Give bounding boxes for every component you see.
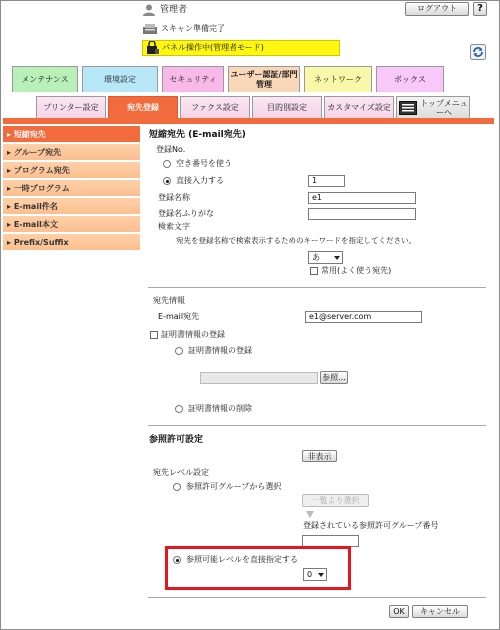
kana-input[interactable] <box>308 208 416 220</box>
tab-customize-settings[interactable]: カスタマイズ設定 <box>324 96 394 118</box>
tab-underline <box>3 118 494 124</box>
sidebar-item-label: 短縮宛先 <box>13 130 46 139</box>
tab-network[interactable]: ネットワーク <box>304 66 372 92</box>
search-description: 宛先を登録名称で検索表示するためのキーワードを指定してください。 <box>176 236 416 245</box>
arrow-down-icon <box>306 511 314 519</box>
tab-box[interactable]: ボックス <box>376 66 444 92</box>
sidebar-item-label: グループ宛先 <box>13 148 62 157</box>
sidebar-item-label: E-mail本文 <box>13 220 58 229</box>
level-select[interactable] <box>303 568 327 581</box>
tab-fax-settings[interactable]: ファクス設定 <box>180 96 250 118</box>
sidebar-item-label: E-mail件名 <box>13 202 58 211</box>
cert-reg-checkbox[interactable] <box>150 331 158 339</box>
tab-user-auth[interactable]: ユーザー認証/部門管理 <box>228 66 300 92</box>
tab-maintenance[interactable]: メンテナンス <box>12 66 78 92</box>
tab-purpose-settings[interactable]: 目的別設定 <box>252 96 322 118</box>
radio-group-select-label: 参照許可グループから選択 <box>186 482 282 491</box>
frequent-label: 常用(よく使う宛先) <box>321 266 392 275</box>
tab-environment[interactable]: 環境設定 <box>82 66 158 92</box>
sidebar-item-short-dial[interactable]: ▸ 短縮宛先 <box>3 126 140 143</box>
browse-button[interactable]: 参照... <box>320 371 348 384</box>
scan-status: スキャン準備完了 <box>161 24 225 33</box>
sidebar-item-temp-program[interactable]: ▸ 一時プログラム <box>3 180 140 197</box>
radio-level-direct[interactable] <box>173 556 181 564</box>
radio-group-select[interactable] <box>173 483 181 491</box>
panel-lock-icon <box>146 41 160 55</box>
tab-address-registration[interactable]: 宛先登録 <box>108 96 178 118</box>
sidebar-item-email-subject[interactable]: ▸ E-mail件名 <box>3 198 140 215</box>
radio-empty-number-label: 空き番号を使う <box>176 159 232 168</box>
dest-level-label: 宛先レベル設定 <box>153 468 209 477</box>
cancel-button[interactable]: キャンセル <box>412 605 468 618</box>
divider <box>148 425 486 426</box>
search-label: 検索文字 <box>158 222 190 231</box>
form-title: 短縮宛先 (E-mail宛先) <box>149 130 246 140</box>
divider <box>148 597 486 598</box>
sidebar-item-email-body[interactable]: ▸ E-mail本文 <box>3 216 140 233</box>
level-value: 0 <box>307 570 313 579</box>
ok-button[interactable]: OK <box>389 605 409 618</box>
search-char-select[interactable] <box>308 251 343 264</box>
cert-file-input[interactable] <box>200 372 318 384</box>
reg-no-input[interactable]: 1 <box>308 175 345 187</box>
divider <box>148 287 486 288</box>
radio-direct-input[interactable] <box>163 177 171 185</box>
radio-cert-register-label: 証明書情報の登録 <box>188 346 252 355</box>
sidebar-item-group[interactable]: ▸ グループ宛先 <box>3 144 140 161</box>
sidebar-item-label: 一時プログラム <box>13 184 70 193</box>
radio-level-direct-label: 参照可能レベルを直接指定する <box>186 555 298 564</box>
radio-direct-input-label: 直接入力する <box>176 176 224 185</box>
sidebar-item-program[interactable]: ▸ プログラム宛先 <box>3 162 140 179</box>
sidebar-item-label: Prefix/Suffix <box>13 238 69 247</box>
tab-security[interactable]: セキュリティ <box>162 66 224 92</box>
user-name: 管理者 <box>160 5 188 15</box>
radio-cert-delete[interactable] <box>175 405 183 413</box>
radio-empty-number[interactable] <box>163 160 171 168</box>
scanner-icon <box>142 23 158 35</box>
top-menu-label: トップメニューへ <box>420 98 468 117</box>
reg-no-label: 登録No. <box>156 145 186 154</box>
kana-label: 登録名ふりがな <box>158 209 214 218</box>
frequent-checkbox[interactable] <box>310 267 318 275</box>
list-select-button[interactable]: 一覧より選択 <box>302 494 369 507</box>
email-label: E-mail宛先 <box>158 312 200 321</box>
sidebar-item-label: プログラム宛先 <box>13 166 70 175</box>
radio-cert-delete-label: 証明書情報の削除 <box>188 404 252 413</box>
tab-top-menu[interactable] <box>396 96 470 118</box>
tab-printer-settings[interactable]: プリンター設定 <box>36 96 106 118</box>
name-label: 登録名称 <box>158 193 190 202</box>
chevron-down-icon <box>318 573 324 577</box>
cert-reg-label: 証明書情報の登録 <box>161 330 225 339</box>
sidebar-item-prefix-suffix[interactable]: ▸ Prefix/Suffix <box>3 234 140 251</box>
logout-button[interactable]: ログアウト <box>405 2 469 16</box>
help-button[interactable]: ? <box>473 2 487 16</box>
chevron-down-icon <box>334 256 340 260</box>
name-input[interactable]: e1 <box>308 192 416 204</box>
dest-info-label: 宛先情報 <box>153 296 185 305</box>
hide-button[interactable]: 非表示 <box>302 450 337 462</box>
email-input[interactable]: e1@server.com <box>305 311 422 323</box>
top-menu-icon <box>399 101 417 115</box>
panel-status-text: パネル操作中(管理者モード) <box>162 43 264 52</box>
user-icon <box>142 3 156 17</box>
refresh-icon[interactable] <box>470 44 486 60</box>
search-char-value: あ <box>312 253 320 262</box>
ref-perm-title: 参照許可設定 <box>149 435 204 445</box>
group-no-label: 登録されている参照許可グループ番号 <box>303 521 439 530</box>
radio-cert-register[interactable] <box>175 347 183 355</box>
